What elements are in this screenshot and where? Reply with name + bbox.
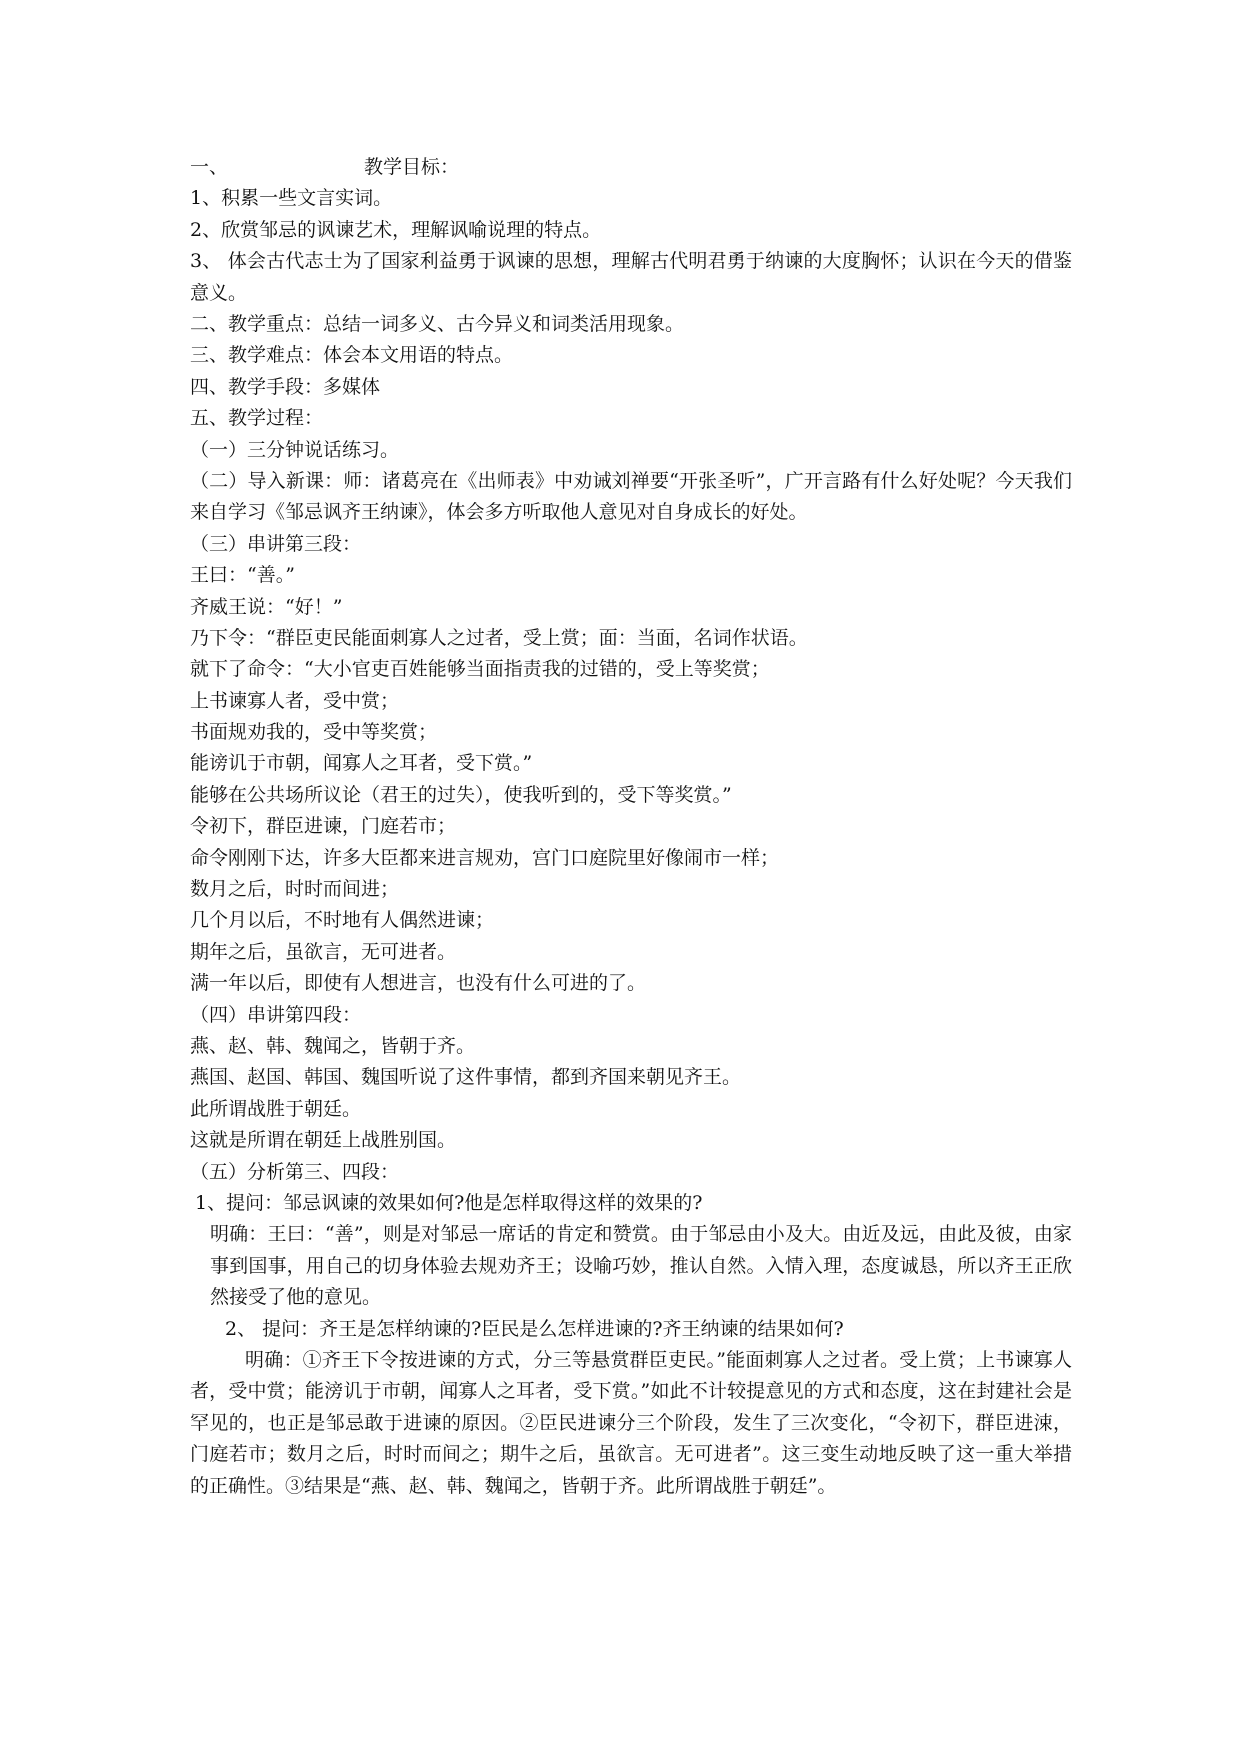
objectives-number: 一、 bbox=[190, 156, 229, 178]
objectives-heading bbox=[190, 152, 1072, 183]
text-line: 齐威王说：“好！” bbox=[190, 595, 343, 618]
objective-item-3: 3、 体会古代志士为了国家利益勇于讽谏的思想，理解古代明君勇于纳谏的大度胸怀；认识在今天的借鉴意义。 bbox=[190, 250, 1072, 304]
question-1: 1、提问：邹忌讽谏的效果如何?他是怎样取得这样的效果的? bbox=[195, 1191, 703, 1214]
text-line: 能谤讥于市朝，闻寡人之耳者，受下赏。” bbox=[190, 752, 533, 775]
section-teaching-means: 四、教学手段：多媒体 bbox=[190, 375, 381, 398]
step-5-heading: （五）分析第三、四段： bbox=[190, 1160, 400, 1183]
answer-2 bbox=[190, 1345, 1072, 1502]
text-line: 期年之后，虽欲言，无可进者。 bbox=[190, 940, 457, 963]
text-line: 这就是所谓在朝廷上战胜别国。 bbox=[190, 1129, 457, 1152]
step-3-heading: （三）串讲第三段： bbox=[190, 532, 362, 555]
answer-2-text: 明确：①齐王下令按进谏的方式，分三等悬赏群臣吏民。”能面刺寡人之过者。受上赏；上书谏寡人者，受中赏；能滂讥于市朝，闻寡人之耳者，受下赏。”如此不计较提意见的方式和态度，这在封建社会是罕见的，也正是邹忌敢于进谏的原因。②臣民进谏分三个阶段，发生了三次变化，“令初下，群臣进涑，门庭若市；数月之后，时时而间之；期牛之后，虽欲言。无可进者”。这三变生动地反映了这一重大举措的正确性。③结果是“燕、赵、韩、魏闻之，皆朝于齐。此所谓战胜于朝廷”。 bbox=[190, 1348, 1072, 1497]
text-line: 燕、赵、韩、魏闻之，皆朝于齐。 bbox=[190, 1035, 476, 1057]
text-line: 数月之后，时时而间进； bbox=[190, 878, 400, 901]
objective-item-1: 1、积累一些文言实词。 bbox=[190, 187, 393, 210]
text-line: 燕国、赵国、韩国、魏国听说了这件事情，都到齐国来朝见齐王。 bbox=[190, 1066, 742, 1089]
text-line: 王曰：“善。” bbox=[190, 564, 295, 587]
question-2: 2、 提问：齐王是怎样纳谏的?臣民是么怎样进谏的?齐王纳谏的结果如何? bbox=[225, 1317, 844, 1340]
section-difficulties: 三、教学难点：体会本文用语的特点。 bbox=[190, 344, 514, 367]
step-4-heading: （四）串讲第四段： bbox=[190, 1003, 362, 1026]
text-line: 满一年以后，即使有人想进言，也没有什么可进的了。 bbox=[190, 972, 647, 995]
text-line: 上书谏寡人者，受中赏； bbox=[190, 689, 400, 712]
text-line: 此所谓战胜于朝廷。 bbox=[190, 1097, 362, 1120]
text-line: 能够在公共场所议论（君王的过失），使我听到的，受下等奖赏。” bbox=[190, 783, 732, 806]
text-line: 书面规劝我的，受中等奖赏； bbox=[190, 721, 438, 744]
objectives-title: 教学目标： bbox=[364, 156, 460, 178]
document-page bbox=[190, 152, 1072, 1502]
step-1: （一）三分钟说话练习。 bbox=[190, 438, 400, 461]
text-line: 令初下，群臣进谏，门庭若市； bbox=[190, 815, 457, 838]
section-teaching-process: 五、教学过程： bbox=[190, 407, 324, 430]
objective-item-2: 2、欣赏邹忌的讽谏艺术，理解讽喻说理的特点。 bbox=[190, 218, 602, 241]
section-key-points: 二、教学重点：总结一词多义、古今异义和词类活用现象。 bbox=[190, 312, 685, 335]
text-line: 命令刚刚下达，许多大臣都来进言规劝，宫门口庭院里好像闹市一样； bbox=[190, 846, 780, 869]
text-line: 乃下令：“群臣吏民能面刺寡人之过者，受上赏；面：当面，名词作状语。 bbox=[190, 626, 808, 649]
step-2: （二）导入新课：师：诸葛亮在《出师表》中劝诫刘禅要“开张圣听”，广开言路有什么好处呢？今天我们来自学习《邹忌讽齐王纳谏》，体会多方听取他人意见对自身成长的好处。 bbox=[190, 469, 1072, 524]
text-line: 几个月以后，不时地有人偶然进谏； bbox=[190, 909, 495, 932]
answer-1: 明确：王曰：“善”，则是对邹忌一席话的肯定和赞赏。由于邹忌由小及大。由近及远，由此及彼，由家事到国事，用自己的切身体验去规劝齐王；设喻巧妙，推认自然。入情入理，态度诚恳，所以齐王正欣然接受了他的意见。 bbox=[210, 1223, 1072, 1309]
text-line: 就下了命令：“大小官吏百姓能够当面指责我的过错的，受上等奖赏； bbox=[190, 658, 770, 681]
